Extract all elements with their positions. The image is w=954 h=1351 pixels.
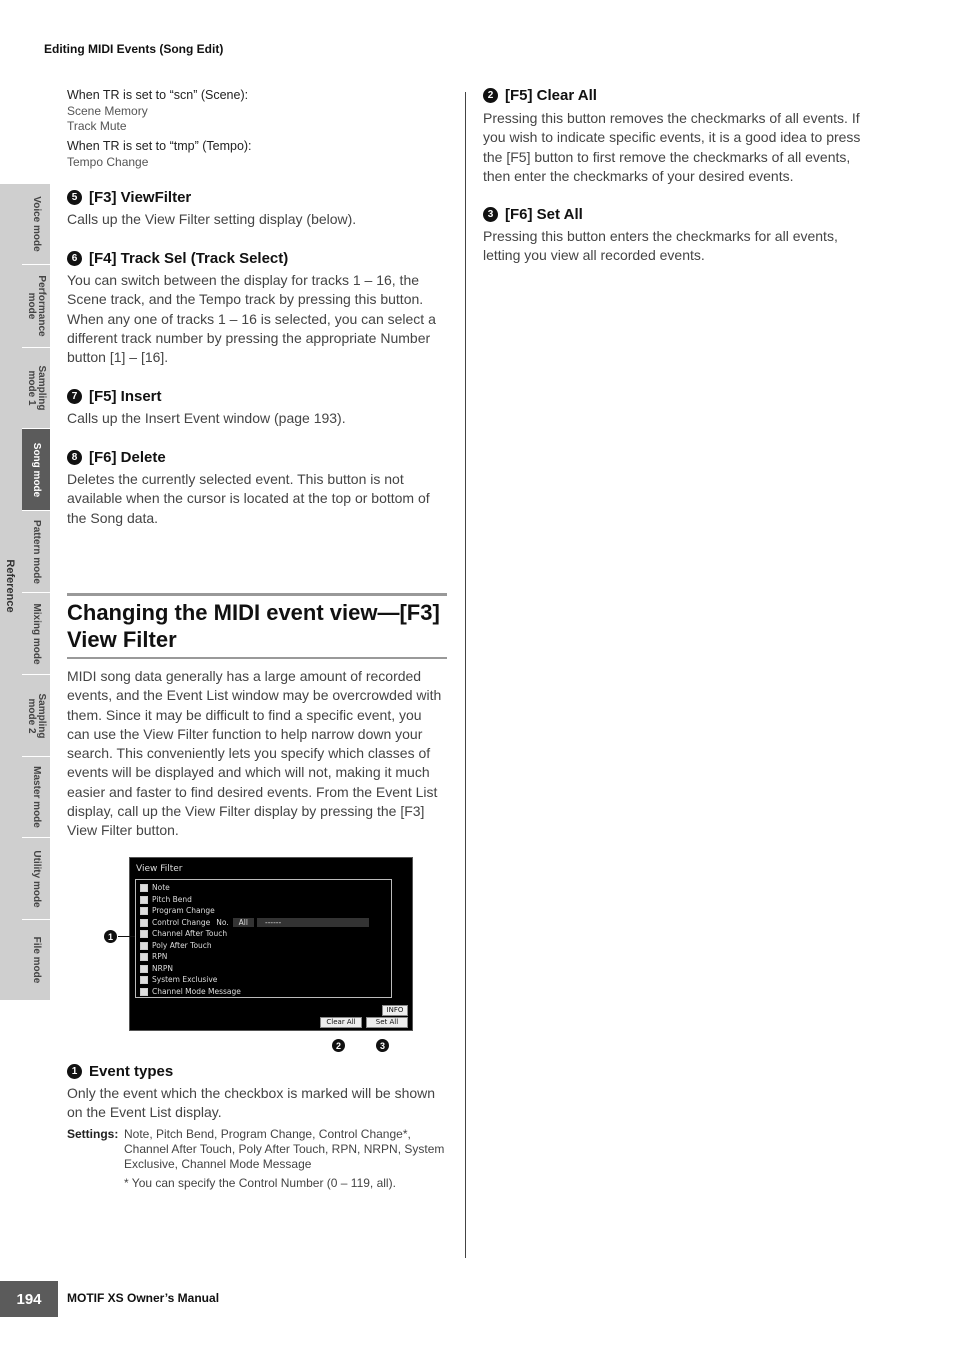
number-badge: 2 — [483, 88, 498, 103]
tab-pattern-mode[interactable]: Pattern mode — [22, 511, 50, 593]
tr-tmp-label: When TR is set to “tmp” (Tempo): — [67, 139, 252, 153]
heading-f3-viewfilter: 5 [F3] ViewFilter — [67, 189, 191, 206]
checkbox-icon — [140, 942, 148, 950]
set-all-button[interactable]: Set All — [366, 1017, 408, 1028]
cc-range: ------ — [257, 918, 369, 927]
checkbox-icon — [140, 907, 148, 915]
heading-f6-set-all: 3 [F6] Set All — [483, 206, 583, 223]
number-badge: 6 — [67, 251, 82, 266]
sidebar-section-label: Reference — [4, 559, 16, 613]
section-rule-top — [67, 593, 447, 596]
section-body: MIDI song data generally has a large amount of recorded events, and the Event List window may be overcrowded with them. Since it may be difficult to find a specific event, you can use the View Filter function to help narrow down your search. This conveniently lets you specify which classes of events will be displayed and which will not, making it much easier and faster to find desired events. From the Event List display, call up the View Filter display by pressing the [F3] View Filter button. — [67, 668, 442, 839]
callout-3: 3 — [376, 1039, 389, 1052]
body-f3-viewfilter: Calls up the View Filter setting display (below). — [67, 211, 357, 227]
heading-f4-track-sel: 6 [F4] Track Sel (Track Select) — [67, 250, 288, 267]
event-type-item[interactable]: System Exclusive — [140, 975, 217, 984]
tab-file-mode[interactable]: File mode — [22, 920, 50, 1001]
checkbox-icon — [140, 930, 148, 938]
event-type-item[interactable]: Channel After Touch — [140, 929, 227, 938]
tr-scn-item: Track Mute — [67, 119, 127, 133]
body-f6-set-all: Pressing this button enters the checkmarks for all events, letting you view all recorded events. — [483, 228, 838, 264]
running-header: Editing MIDI Events (Song Edit) — [44, 42, 224, 56]
checkbox-icon — [140, 884, 148, 892]
heading-f5-clear-all: 2 [F5] Clear All — [483, 87, 597, 104]
number-badge: 8 — [67, 450, 82, 465]
info-button[interactable]: INFO — [382, 1005, 408, 1016]
event-type-item[interactable]: Pitch Bend — [140, 895, 192, 904]
number-badge: 1 — [67, 1064, 82, 1079]
column-divider — [465, 92, 466, 1258]
callout-2: 2 — [332, 1039, 345, 1052]
tab-sampling-mode-1[interactable]: Sampling mode 1 — [22, 348, 50, 429]
callout-line — [118, 936, 135, 937]
settings-value: Note, Pitch Bend, Program Change, Control Change*, Channel After Touch, Poly After Touch, RPN, NRPN, System Exclusive, Channel Mode Message — [124, 1127, 445, 1171]
heading-event-types: 1 Event types — [67, 1063, 173, 1080]
tr-scn-label: When TR is set to “scn” (Scene): — [67, 88, 249, 102]
tr-scn-item: Scene Memory — [67, 104, 148, 118]
body-f5-insert: Calls up the Insert Event window (page 193). — [67, 410, 346, 426]
event-type-item[interactable]: Control Change No. All ------ — [140, 918, 369, 927]
section-heading: Changing the MIDI event view—[F3] View Filter — [67, 600, 440, 652]
event-type-item[interactable]: NRPN — [140, 964, 173, 973]
tab-utility-mode[interactable]: Utility mode — [22, 838, 50, 920]
heading-f6-delete: 8 [F6] Delete — [67, 449, 166, 466]
body-f4-track-sel: You can switch between the display for tracks 1 – 16, the Scene track, and the Tempo track by pressing this button. When any one of tracks 1 – 16 is selected, you can select a different track number by pressing the appropriate Number button [1] – [16]. — [67, 272, 436, 366]
section-rule-bottom — [67, 657, 447, 659]
cc-no-label: No. — [216, 918, 229, 927]
checkbox-icon — [140, 965, 148, 973]
body-event-types: Only the event which the checkbox is marked will be shown on the Event List display. — [67, 1085, 436, 1121]
checkbox-icon — [140, 919, 148, 927]
callout-1: 1 — [104, 930, 117, 943]
view-filter-screenshot — [129, 857, 413, 1031]
number-badge: 7 — [67, 389, 82, 404]
event-type-item[interactable]: Channel Mode Message — [140, 987, 241, 996]
checkbox-icon — [140, 953, 148, 961]
cc-value[interactable]: All — [233, 918, 254, 927]
number-badge: 5 — [67, 190, 82, 205]
settings-label: Settings: — [67, 1127, 119, 1141]
event-type-list — [135, 879, 392, 998]
checkbox-icon — [140, 976, 148, 984]
clear-all-button[interactable]: Clear All — [320, 1017, 362, 1028]
tr-tmp-item: Tempo Change — [67, 155, 149, 169]
body-f6-delete: Deletes the currently selected event. This button is not available when the cursor is located at the top or bottom of the Song data. — [67, 471, 430, 526]
tab-mixing-mode[interactable]: Mixing mode — [22, 593, 50, 675]
tab-performance-mode[interactable]: Performance mode — [22, 265, 50, 348]
event-type-item[interactable]: Poly After Touch — [140, 941, 212, 950]
settings-note: * You can specify the Control Number (0 – 119, all). — [124, 1176, 396, 1190]
heading-f5-insert: 7 [F5] Insert — [67, 388, 162, 405]
tab-master-mode[interactable]: Master mode — [22, 757, 50, 838]
body-f5-clear-all: Pressing this button removes the checkmarks of all events. If you wish to indicate specific events, it is a good idea to press the [F5] button to first remove the checkmarks of all events, then enter the checkmarks of your desired events. — [483, 110, 861, 184]
checkbox-icon — [140, 988, 148, 996]
event-type-item[interactable]: Program Change — [140, 906, 215, 915]
checkbox-icon — [140, 896, 148, 904]
tab-sampling-mode-2[interactable]: Sampling mode 2 — [22, 675, 50, 757]
footer-title: MOTIF XS Owner’s Manual — [67, 1291, 220, 1305]
tab-voice-mode[interactable]: Voice mode — [22, 184, 50, 265]
screen-title: View Filter — [136, 864, 183, 874]
event-type-item[interactable]: Note — [140, 883, 170, 892]
page-number: 194 — [0, 1281, 58, 1317]
number-badge: 3 — [483, 207, 498, 222]
event-type-item[interactable]: RPN — [140, 952, 167, 961]
tab-song-mode[interactable]: Song mode — [22, 429, 50, 511]
